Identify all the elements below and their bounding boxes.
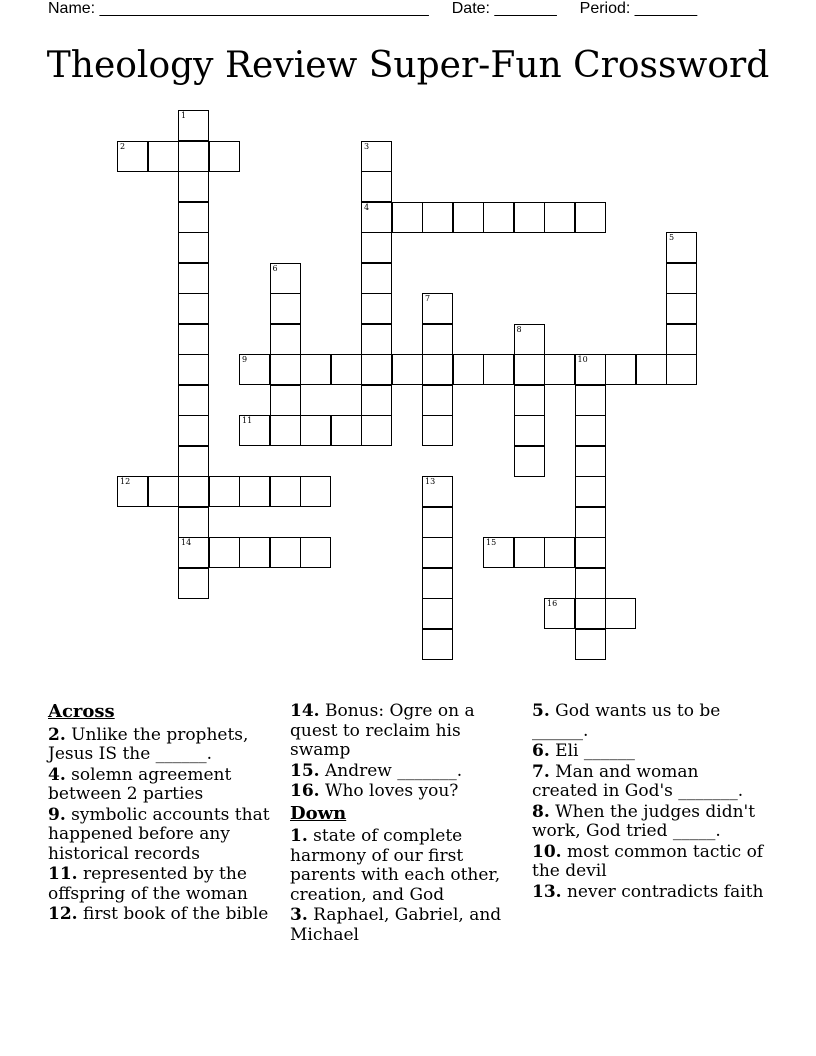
crossword-cell[interactable] — [117, 141, 148, 172]
crossword-cell[interactable] — [575, 354, 606, 385]
crossword-cell[interactable] — [422, 202, 453, 233]
clue-across-14: 14. Bonus: Ogre on a quest to reclaim his swamp — [290, 701, 475, 760]
crossword-cell[interactable] — [300, 415, 331, 446]
crossword-cell[interactable] — [361, 141, 392, 172]
crossword-cell[interactable] — [422, 415, 453, 446]
clues-column-1 — [48, 702, 284, 926]
crossword-cell[interactable] — [331, 354, 362, 385]
crossword-cell[interactable] — [270, 476, 301, 507]
crossword-cell[interactable] — [514, 446, 545, 477]
cell-number: 2 — [120, 141, 126, 151]
crossword-cell[interactable] — [239, 537, 270, 568]
across-heading: Across — [48, 701, 115, 722]
cell-number: 10 — [577, 355, 588, 364]
crossword-cell[interactable] — [575, 446, 606, 477]
cell-number: 7 — [425, 294, 431, 303]
crossword-cell[interactable] — [148, 476, 179, 507]
down-heading: Down — [290, 802, 347, 824]
page-title: Theology Review Super-Fun Crossword — [46, 45, 770, 86]
clues-column-2 — [290, 702, 526, 946]
crossword-cell[interactable] — [239, 415, 270, 446]
name-label: Name: — [48, 0, 96, 17]
crossword-cell[interactable] — [544, 202, 575, 233]
crossword-cell[interactable] — [300, 476, 331, 507]
crossword-cell[interactable] — [392, 354, 423, 385]
crossword-cell[interactable] — [178, 354, 209, 385]
cell-number: 12 — [120, 477, 131, 486]
crossword-cell[interactable] — [270, 293, 301, 324]
crossword-cell[interactable] — [483, 354, 514, 385]
cell-number: 8 — [516, 324, 522, 334]
clue-down-10: 10. most common tactic of the devil — [532, 841, 764, 881]
clue-across-12: 12. first book of the bible — [48, 904, 269, 924]
crossword-cell[interactable] — [392, 202, 423, 233]
crossword-cell[interactable] — [422, 354, 453, 385]
crossword-cell[interactable] — [514, 202, 545, 233]
crossword-cell[interactable] — [514, 385, 545, 416]
crossword-cell[interactable] — [178, 171, 209, 202]
crossword-cell[interactable] — [666, 354, 697, 385]
period-blank[interactable]: _______ — [634, 0, 698, 17]
cell-number: 1 — [181, 111, 187, 120]
name-blank[interactable]: _____________________________________ — [99, 0, 429, 17]
crossword-cell[interactable] — [361, 415, 392, 446]
crossword-cell[interactable] — [361, 263, 392, 294]
crossword-cell[interactable] — [270, 263, 301, 294]
crossword-cell[interactable] — [483, 202, 514, 233]
crossword-cell[interactable] — [117, 476, 148, 507]
crossword-cell[interactable] — [178, 110, 209, 141]
crossword-cell[interactable] — [239, 476, 270, 507]
crossword-cell[interactable] — [178, 446, 209, 477]
clue-down-13: 13. never contradicts faith — [532, 881, 764, 902]
clue-down-8: 8. When the judges didn't work, God tried _____. — [532, 801, 756, 841]
crossword-cell[interactable] — [575, 202, 606, 233]
crossword-cell[interactable] — [361, 232, 392, 263]
crossword-cell[interactable] — [422, 385, 453, 416]
crossword-cell[interactable] — [575, 629, 606, 660]
crossword-cell[interactable] — [544, 598, 575, 629]
crossword-cell[interactable] — [361, 171, 392, 202]
crossword-cell[interactable] — [666, 263, 697, 294]
crossword-cell[interactable] — [422, 629, 453, 660]
crossword-cell[interactable] — [575, 415, 606, 446]
crossword-cell[interactable] — [178, 476, 209, 507]
crossword-cell[interactable] — [575, 507, 606, 538]
crossword-cell[interactable] — [575, 568, 606, 599]
cell-number: 15 — [486, 538, 497, 547]
crossword-cell[interactable] — [209, 476, 240, 507]
crossword-cell[interactable] — [575, 598, 606, 629]
crossword-cell[interactable] — [270, 385, 301, 416]
crossword-cell[interactable] — [666, 293, 697, 324]
crossword-cell[interactable] — [514, 415, 545, 446]
crossword-cell[interactable] — [361, 202, 392, 233]
crossword-cell[interactable] — [178, 141, 209, 172]
date-blank[interactable]: _______ — [494, 0, 557, 17]
crossword-cell[interactable] — [148, 141, 179, 172]
crossword-cell[interactable] — [270, 537, 301, 568]
crossword-cell[interactable] — [300, 537, 331, 568]
cell-number: 9 — [242, 355, 248, 364]
cell-number: 6 — [272, 263, 278, 273]
crossword-cell[interactable] — [270, 354, 301, 385]
crossword-cell[interactable] — [178, 202, 209, 233]
clue-across-16: 16. Who loves you? — [290, 781, 459, 801]
crossword-cell[interactable] — [422, 537, 453, 568]
crossword-cell[interactable] — [605, 598, 636, 629]
crossword-cell[interactable] — [178, 232, 209, 263]
crossword-cell[interactable] — [422, 324, 453, 355]
clue-across-15: 15. Andrew _______. — [290, 760, 463, 781]
cell-number: 11 — [242, 416, 253, 425]
clues-column-3 — [532, 702, 768, 903]
crossword-cell[interactable] — [636, 354, 667, 385]
crossword-cell[interactable] — [422, 507, 453, 538]
crossword-cell[interactable] — [270, 324, 301, 355]
crossword-cell[interactable] — [422, 598, 453, 629]
date-label: Date: — [451, 0, 490, 17]
crossword-cell[interactable] — [361, 354, 392, 385]
crossword-cell[interactable] — [483, 537, 514, 568]
clue-down-3: 3. Raphael, Gabriel, and Michael — [290, 905, 502, 945]
crossword-cell[interactable] — [514, 537, 545, 568]
crossword-cell[interactable] — [209, 537, 240, 568]
crossword-cell[interactable] — [453, 354, 484, 385]
crossword-cell[interactable] — [270, 415, 301, 446]
crossword-cell[interactable] — [331, 415, 362, 446]
crossword-cell[interactable] — [453, 202, 484, 233]
crossword-cell[interactable] — [361, 324, 392, 355]
crossword-cell[interactable] — [666, 232, 697, 263]
crossword-cell[interactable] — [575, 385, 606, 416]
crossword-cell[interactable] — [422, 568, 453, 599]
crossword-cell[interactable] — [514, 324, 545, 355]
crossword-cell[interactable] — [239, 354, 270, 385]
crossword-cell[interactable] — [361, 385, 392, 416]
crossword-cell[interactable] — [178, 568, 209, 599]
crossword-cell[interactable] — [178, 385, 209, 416]
crossword-cell[interactable] — [422, 476, 453, 507]
crossword-cell[interactable] — [178, 537, 209, 568]
cell-number: 16 — [547, 599, 558, 608]
clue-across-2: 2. Unlike the prophets, Jesus IS the ______. — [48, 724, 249, 764]
crossword-cell[interactable] — [514, 354, 545, 385]
cell-number: 3 — [364, 141, 370, 151]
clue-across-9: 9. symbolic accounts that happened before any historical records — [48, 804, 270, 864]
clue-across-4: 4. solemn agreement between 2 parties — [48, 764, 232, 804]
clue-across-11: 11. represented by the offspring of the woman — [48, 864, 248, 904]
cell-number: 5 — [669, 233, 675, 242]
crossword-cell[interactable] — [575, 537, 606, 568]
cell-number: 14 — [181, 538, 192, 547]
crossword-cell[interactable] — [422, 293, 453, 324]
crossword-cell[interactable] — [544, 537, 575, 568]
crossword-cell[interactable] — [209, 141, 240, 172]
clue-down-1: 1. state of complete harmony of our first parents with each other, creation, and God — [290, 826, 501, 905]
crossword-cell[interactable] — [361, 293, 392, 324]
crossword-cell[interactable] — [666, 324, 697, 355]
clue-down-7: 7. Man and woman created in God's _______. — [532, 761, 744, 801]
period-label: Period: — [579, 0, 631, 17]
crossword-cell[interactable] — [575, 476, 606, 507]
crossword-cell[interactable] — [300, 354, 331, 385]
cell-number: 13 — [425, 477, 436, 486]
crossword-cell[interactable] — [178, 263, 209, 294]
crossword-cell[interactable] — [605, 354, 636, 385]
crossword-cell[interactable] — [178, 507, 209, 538]
crossword-cell[interactable] — [178, 415, 209, 446]
clue-down-6: 6. Eli ______ — [532, 741, 635, 761]
crossword-cell[interactable] — [178, 293, 209, 324]
crossword-cell[interactable] — [544, 354, 575, 385]
clue-down-5: 5. God wants us to be ______. — [532, 701, 721, 741]
cell-number: 4 — [364, 202, 370, 212]
crossword-cell[interactable] — [178, 324, 209, 355]
